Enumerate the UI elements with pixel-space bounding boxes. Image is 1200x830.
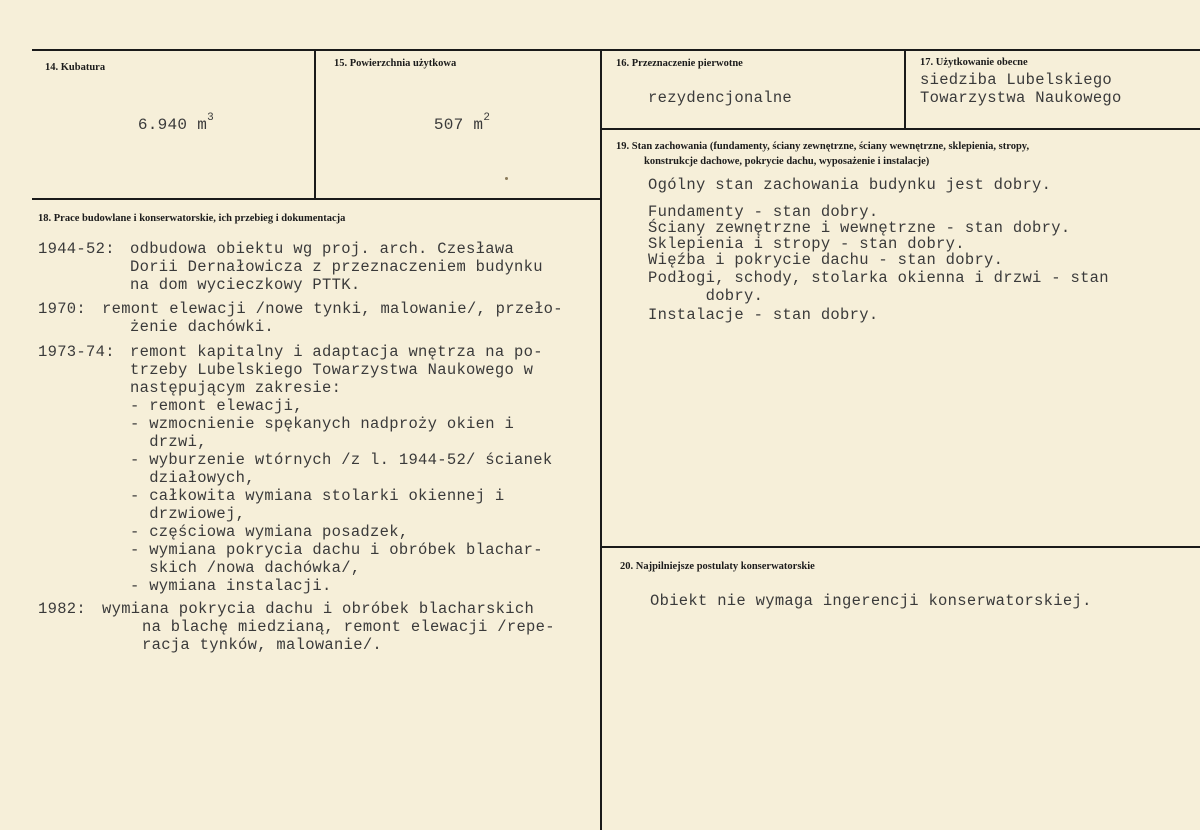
entry-1973-line: - wymiana pokrycia dachu i obróbek blachar-: [130, 541, 543, 559]
field16-value: rezydencjonalne: [648, 89, 793, 107]
field15-value-text: 507 m: [433, 116, 484, 134]
entry-1973-line: - częściowa wymiana posadzek,: [130, 523, 409, 541]
field19-line: Instalacje - stan dobry.: [648, 306, 879, 324]
field19-label-line-2: konstrukcje dachowe, pokrycie dachu, wyposażenie i instalacje): [644, 156, 930, 167]
entry-1944-line: na dom wycieczkowy PTTK.: [130, 276, 361, 294]
entry-1944-line: Dorii Dernałowicza z przeznaczeniem budynku: [130, 258, 543, 276]
field19-bottom-line: [602, 546, 1200, 548]
entry-1973-line: następującym zakresie:: [130, 379, 342, 397]
divider-14-15: [314, 49, 316, 199]
field19-summary: Ogólny stan zachowania budynku jest dobry.: [648, 176, 1052, 194]
main-divider: [600, 49, 602, 830]
entry-1970-date: 1970:: [38, 300, 87, 318]
entry-1973-line: - całkowita wymiana stolarki okiennej i: [130, 487, 505, 505]
divider-16-17: [904, 49, 906, 129]
entry-1973-line: - wymiana instalacji.: [130, 577, 332, 595]
row1-bottom-line-right: [602, 128, 1200, 130]
entry-1973-line: działowych,: [130, 469, 255, 487]
field17-label: 17. Użytkowanie obecne: [920, 57, 1028, 68]
entry-1944-line: odbudowa obiektu wg proj. arch. Czesława: [130, 240, 515, 258]
entry-1973-line: - wyburzenie wtórnych /z l. 1944-52/ ścianek: [130, 451, 553, 469]
field17-line-2: Towarzystwa Naukowego: [920, 89, 1122, 107]
field14-value-text: 6.940 m: [137, 116, 208, 134]
field20-label: 20. Najpilniejsze postulaty konserwatorskie: [620, 561, 815, 572]
field19-line: Ściany zewnętrzne i wewnętrzne - stan dobry.: [648, 219, 1071, 237]
field19-line: Fundamenty - stan dobry.: [648, 203, 879, 221]
field14-label: 14. Kubatura: [45, 62, 106, 73]
field15-value-sup: 2: [483, 112, 491, 124]
entry-1970-line: remont elewacji /nowe tynki, malowanie/, przeło-: [102, 300, 563, 318]
field16-label: 16. Przeznaczenie pierwotne: [616, 58, 743, 69]
paper-speck: [505, 177, 508, 180]
field18-label: 18. Prace budowlane i konserwatorskie, ich przebieg i dokumentacja: [38, 213, 346, 224]
entry-1973-line: drzwi,: [130, 433, 207, 451]
field15-label: 15. Powierzchnia użytkowa: [334, 58, 457, 69]
entry-1973-line: remont kapitalny i adaptacja wnętrza na po-: [130, 343, 543, 361]
entry-1973-date: 1973-74:: [38, 343, 115, 361]
field19-line: Podłogi, schody, stolarka okienna i drzwi - stan: [648, 269, 1109, 287]
entry-1973-line: drzwiowej,: [130, 505, 246, 523]
entry-1982-line: wymiana pokrycia dachu i obróbek blacharskich: [102, 600, 535, 618]
field20-value: Obiekt nie wymaga ingerencji konserwatorskiej.: [650, 592, 1092, 610]
entry-1982-line: na blachę miedzianą, remont elewacji /repe-: [142, 618, 555, 636]
entry-1973-line: - remont elewacji,: [130, 397, 303, 415]
field15-value: [414, 91, 490, 134]
entry-1982-line: racja tynków, malowanie/.: [142, 636, 383, 654]
top-border-line: [32, 49, 1200, 51]
field14-value-sup: 3: [207, 112, 215, 124]
field19-line: Sklepienia i stropy - stan dobry.: [648, 235, 965, 253]
entry-1970-line: żenie dachówki.: [130, 318, 275, 336]
field19-line: Więźba i pokrycie dachu - stan dobry.: [648, 251, 1004, 269]
entry-1973-line: trzeby Lubelskiego Towarzystwa Naukowego w: [130, 361, 534, 379]
entry-1982-date: 1982:: [38, 600, 87, 618]
field17-line-1: siedziba Lubelskiego: [920, 71, 1113, 89]
entry-1973-line: - wzmocnienie spękanych nadproży okien i: [130, 415, 515, 433]
field19-line: dobry.: [648, 287, 764, 305]
row1-bottom-line-left: [32, 198, 602, 200]
field19-label-line-1: 19. Stan zachowania (fundamenty, ściany zewnętrzne, ściany wewnętrzne, sklepienia, stropy,: [616, 141, 1030, 152]
entry-1973-line: skich /nowa dachówka/,: [130, 559, 361, 577]
entry-1944-date: 1944-52:: [38, 240, 115, 258]
field14-value: [118, 91, 214, 134]
